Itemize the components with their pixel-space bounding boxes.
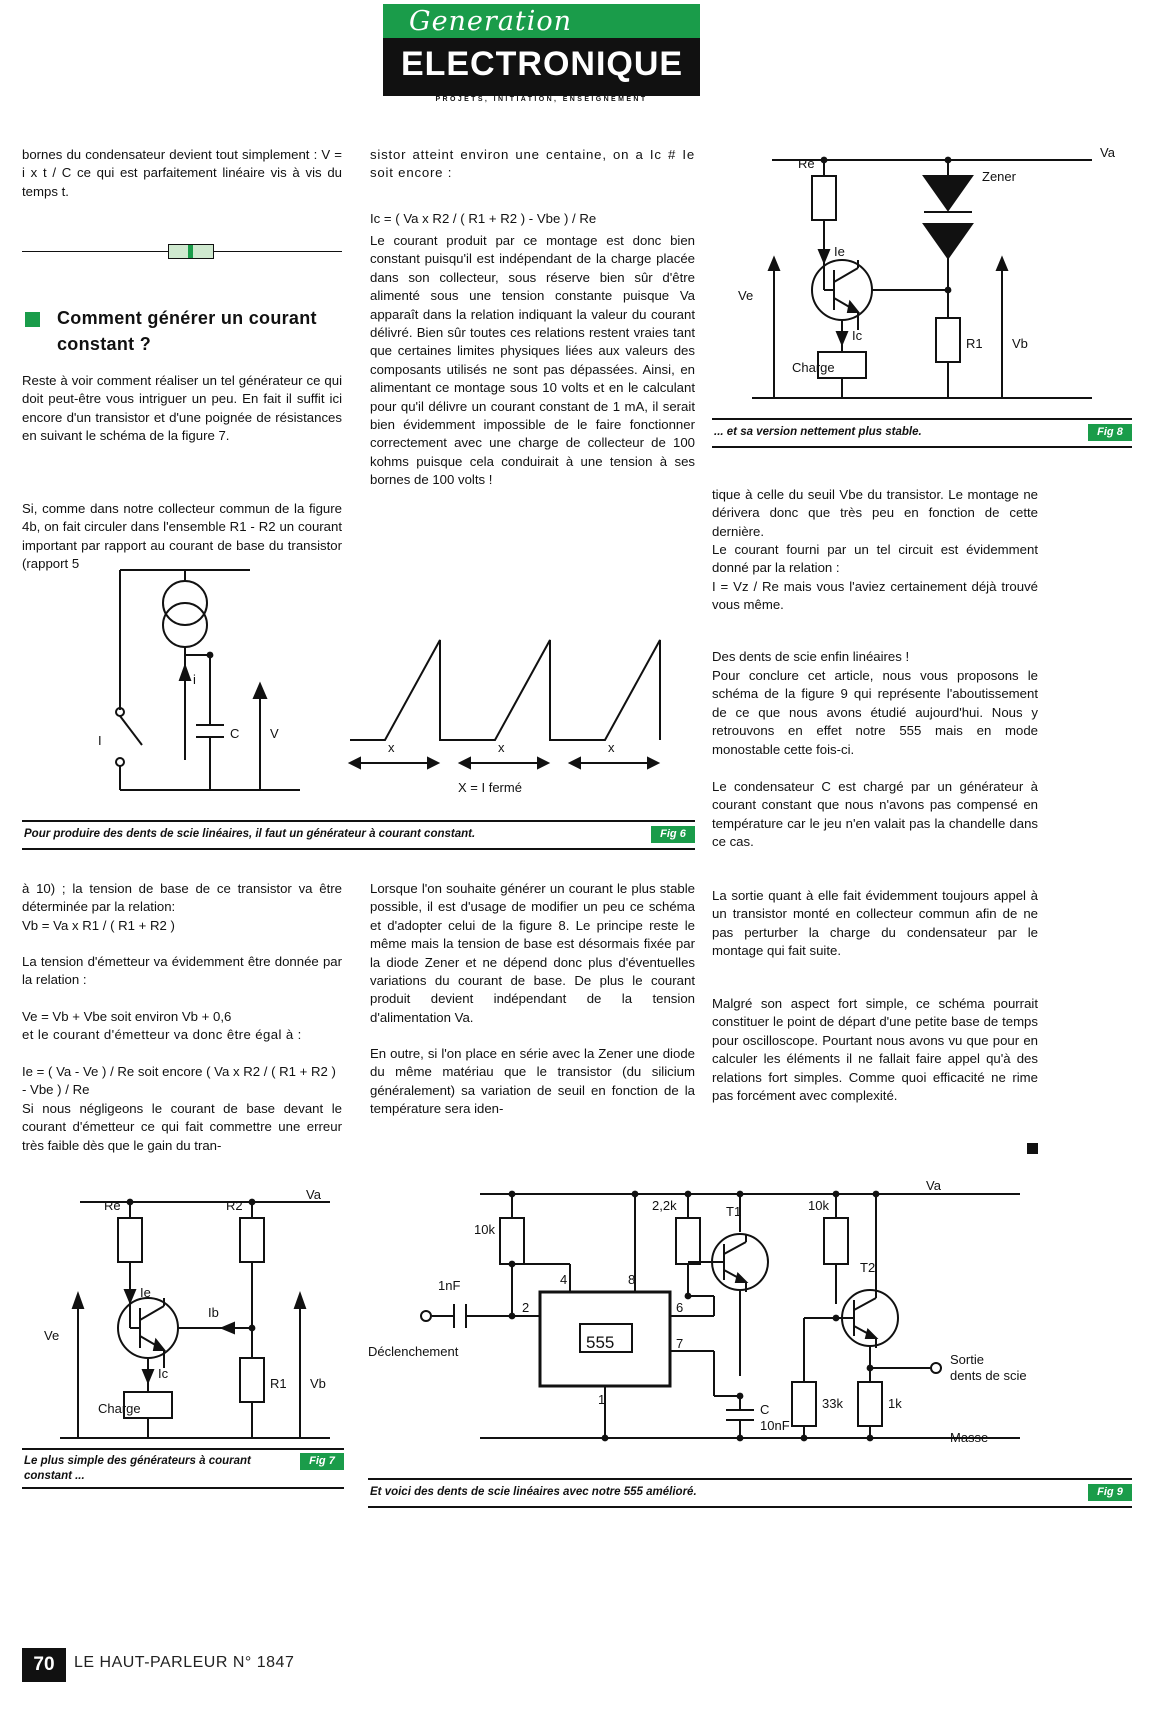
col1-body-1: Reste à voir comment réaliser un tel générateur ce qui doit peut-être vous intriguer un peu. En fait il suffit ici encore d'un transistor et d'une poignée de résistances en suivant le schéma de la figure 7. xyxy=(22,373,342,444)
fig7-caption: Le plus simple des générateurs à courant constant ... xyxy=(24,1455,251,1482)
fig9-label-t1: T1 xyxy=(726,1204,742,1219)
fig8-caption-rule xyxy=(712,418,1132,420)
col1b-p5: et le courant d'émetteur va donc être égal à : xyxy=(22,1027,302,1042)
fig7-label-r2: R2 xyxy=(226,1198,243,1213)
fig7-label-ib: Ib xyxy=(208,1305,219,1320)
fig6-label-C: C xyxy=(230,726,240,741)
fig9-label-pin1: 1 xyxy=(598,1392,606,1407)
fig6-caption-rule-2 xyxy=(22,848,695,850)
fig8-label-ic: Ic xyxy=(852,328,863,343)
fig7-label-ic: Ic xyxy=(158,1366,169,1381)
col1b-p3: La tension d'émetteur va évidemment être donnée par la relation : xyxy=(22,954,342,988)
fig6-label-x1: x xyxy=(388,740,395,755)
col2-body-1: sistor atteint environ une centaine, on a Ic # Ie soit encore : xyxy=(370,147,695,181)
fig7-label-vb: Vb xyxy=(310,1376,326,1391)
col1b-p2: Vb = Va x R1 / ( R1 + R2 ) xyxy=(22,918,175,933)
fig6-caption: Pour produire des dents de scie linéaires, il faut un générateur à courant constant. xyxy=(24,828,476,840)
fig8-tag: Fig 8 xyxy=(1088,424,1132,441)
fig6-label-i: i xyxy=(193,672,196,687)
col3-p7: La sortie quant à elle fait évidemment toujours appel à un transistor monté en collecteur commun afin de ne pas perturber la charge du condensateur par le montage qui fait suite. xyxy=(712,888,1038,959)
fig9-caption-rule-2 xyxy=(368,1506,1132,1508)
fig8-label-vb: Vb xyxy=(1012,336,1028,351)
col3-p2: Le courant fourni par un tel circuit est évidemment donné par la relation : xyxy=(712,542,1038,576)
fig9-label-sortie2: dents de scie xyxy=(950,1368,1027,1383)
fig7-label-ve: Ve xyxy=(44,1328,60,1343)
col1b-p7: Si nous négligeons le courant de base devant le courant d'émetteur ce qui fait commettre une erreur très faible dès que le gain du tran- xyxy=(22,1101,342,1153)
resistor-band xyxy=(188,245,193,258)
page-number: 70 xyxy=(22,1648,66,1682)
col3-p3: I = Vz / Re mais vous l'aviez certainement déjà trouvé vous même. xyxy=(712,579,1038,613)
figure-9-schematic xyxy=(370,1176,1140,1466)
col2-formula: Ic = ( Va x R2 / ( R1 + R2 ) - Vbe ) / Re xyxy=(370,211,597,226)
fig9-label-pin2: 2 xyxy=(522,1300,530,1315)
col1-intro-text: bornes du condensateur devient tout simplement : V = i x t / C ce qui est parfaitement linéaire vis à vis du temps t. xyxy=(22,147,342,199)
fig9-label-declenchement: Déclenchement xyxy=(368,1344,459,1359)
fig9-label-10k-a: 10k xyxy=(474,1222,495,1237)
col1b-p4: Ve = Vb + Vbe soit environ Vb + 0,6 xyxy=(22,1009,232,1024)
fig9-label-pin7: 7 xyxy=(676,1336,684,1351)
col3-p6: Le condensateur C est chargé par un générateur à courant constant que nous n'avons pas compensé en température car le jeu n'en valait pas la chandelle dans ce cas. xyxy=(712,779,1038,850)
fig8-label-ie: Ie xyxy=(834,244,845,259)
fig7-label-charge: Charge xyxy=(98,1401,141,1416)
col3-p5: Pour conclure cet article, nous vous proposons le schéma de la figure 9 qui représente l'aboutissement de ce que nous avons étudié aujourd'hui. Nous y retrouvons en effet notre 555 mais en mode monostable cette fois-ci. xyxy=(712,668,1038,757)
fig8-label-re: Re xyxy=(798,156,815,171)
fig9-label-10nf: 10nF xyxy=(760,1418,790,1433)
figure-7-schematic xyxy=(30,1180,350,1450)
fig8-label-zener: Zener xyxy=(982,169,1016,184)
fig9-label-1nf: 1nF xyxy=(438,1278,461,1293)
fig9-label-pin8: 8 xyxy=(628,1272,636,1287)
masthead-script-word: Generation xyxy=(409,6,573,37)
fig9-label-1k: 1k xyxy=(888,1396,902,1411)
fig8-caption: ... et sa version nettement plus stable. xyxy=(714,426,922,438)
fig7-label-ie: Ie xyxy=(140,1285,151,1300)
fig9-tag: Fig 9 xyxy=(1088,1484,1132,1501)
col3-p1: tique à celle du seuil Vbe du transistor. Le montage ne dérivera donc que très peu en fonction de cette dernière. xyxy=(712,487,1038,539)
section-bullet xyxy=(25,312,40,327)
col1b-p1: à 10) ; la tension de base de ce transistor va être déterminée par la relation: xyxy=(22,881,342,915)
fig8-label-va: Va xyxy=(1100,145,1115,160)
fig8-label-r1: R1 xyxy=(966,336,983,351)
masthead-green-band xyxy=(383,4,700,40)
fig6-caption-rule xyxy=(22,820,695,822)
fig9-label-va: Va xyxy=(926,1178,941,1193)
magazine-footer: LE HAUT-PARLEUR N° 1847 xyxy=(74,1654,295,1671)
col2b-p2: En outre, si l'on place en série avec la Zener une diode du même matériau que le transistor (du silicium généralement) sa variation de seuil en fonction de la température sera iden- xyxy=(370,1046,695,1117)
fig6-tag: Fig 6 xyxy=(651,826,695,843)
fig8-label-charge: Charge xyxy=(792,360,835,375)
fig8-caption-rule-2 xyxy=(712,446,1132,448)
col3-p8: Malgré son aspect fort simple, ce schéma pourrait constituer le point de départ d'une petite base de temps pour oscilloscope. Pourtant nous avons vu que pour en calculer les éléments il ne fallait faire appel qu'à des relations fort simples. Comme quoi efficacité ne rime pas forcément avec complexité. xyxy=(712,996,1038,1104)
fig8-label-ve: Ve xyxy=(738,288,754,303)
fig7-label-r1: R1 xyxy=(270,1376,287,1391)
section-heading: Comment générer un courant constant ? xyxy=(57,308,317,354)
masthead-black-band xyxy=(383,38,700,96)
col2b-p1: Lorsque l'on souhaite générer un courant le plus stable possible, il est d'usage de modifier un peu ce schéma et d'adopter celui de la figure 8. Le principe reste le même mais la tension de base est désormais fixée par la diode Zener et ne dépend donc plus d'éventuelles variations du courant de base. De plus le courant produit devient indépendant de la tension d'alimentation Va. xyxy=(370,881,695,1025)
fig9-label-33k: 33k xyxy=(822,1396,843,1411)
fig6-label-x2: x xyxy=(498,740,505,755)
fig9-label-t2: T2 xyxy=(860,1260,876,1275)
fig9-label-2k2: 2,2k xyxy=(652,1198,677,1213)
masthead-subtitle: PROJETS, INITIATION, ENSEIGNEMENT xyxy=(435,96,648,103)
col2-body-2: Le courant produit par ce montage est donc bien constant puisqu'il est indépendant de la charge placée dans son collecteur, sous réserve bien sûr d'être alimenté sous une tension constante puisque Va apparaît dans la relation indiquant la valeur du courant délivré. Bien sûr toutes ces relations restent vraies tant que certaines limites physiques liées aux valeurs des composants utilisés ne sont pas dépassées. Ainsi, en alimentant ce montage sous 10 volts et en le calculant pour qu'il délivre un courant constant de 1 mA, il serait bien évidemment impossible de le faire fonctionner correctement avec une charge de collecteur de 100 kohms puisque cela conduirait à une tension à ses bornes de 100 volts ! xyxy=(370,233,695,488)
fig7-label-re: Re xyxy=(104,1198,121,1213)
figure-8-schematic xyxy=(712,140,1132,420)
fig9-label-pin6: 6 xyxy=(676,1300,684,1315)
fig9-label-sortie1: Sortie xyxy=(950,1352,984,1367)
fig7-tag: Fig 7 xyxy=(300,1453,344,1470)
fig6-label-V: V xyxy=(270,726,279,741)
masthead-main-word: ELECTRONIQUE xyxy=(400,45,684,83)
fig9-label-10k-b: 10k xyxy=(808,1198,829,1213)
fig6-legend: X = I fermé xyxy=(458,780,522,795)
col3-p4: Des dents de scie enfin linéaires ! xyxy=(712,649,910,664)
fig9-label-pin4: 4 xyxy=(560,1272,568,1287)
fig9-label-555: 555 xyxy=(586,1333,615,1352)
fig6-label-I: I xyxy=(98,733,102,748)
fig9-caption: Et voici des dents de scie linéaires avec notre 555 amélioré. xyxy=(370,1486,697,1498)
fig9-label-masse: Masse xyxy=(950,1430,989,1445)
fig7-caption-rule xyxy=(22,1448,344,1450)
col1b-p6: Ie = ( Va - Ve ) / Re soit encore ( Va x R2 / ( R1 + R2 ) - Vbe ) / Re xyxy=(22,1064,336,1098)
figure-6-schematic xyxy=(100,580,700,815)
fig7-caption-rule-2 xyxy=(22,1487,344,1489)
fig9-label-c: C xyxy=(760,1402,770,1417)
end-of-article-marker xyxy=(1027,1143,1038,1154)
fig6-label-x3: x xyxy=(608,740,615,755)
fig9-caption-rule xyxy=(368,1478,1132,1480)
col1-body-2: Si, comme dans notre collecteur commun de la figure 4b, on fait circuler dans l'ensemble R1 - R2 un courant important par rapport au courant de base du transistor (rapport 5 xyxy=(22,501,342,572)
fig7-label-va: Va xyxy=(306,1187,321,1202)
masthead xyxy=(383,4,700,109)
